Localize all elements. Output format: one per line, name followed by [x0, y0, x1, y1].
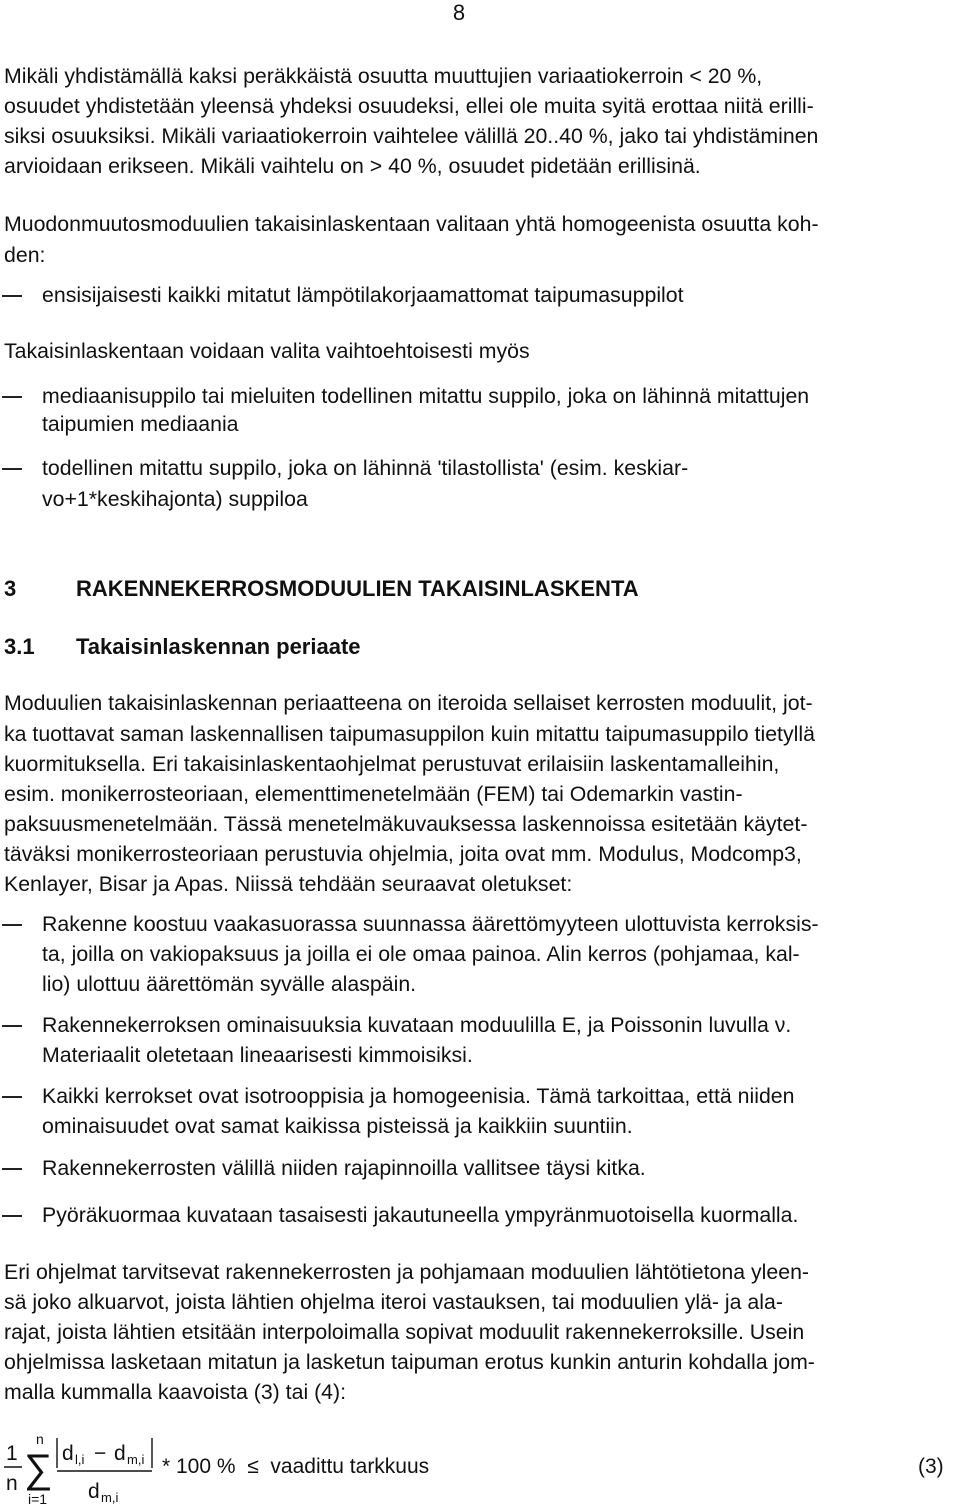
dash-bullet — [2, 1025, 22, 1027]
text-line: Muodonmuutosmoduulien takaisinlaskentaan valitaan yhtä homogeenista osuutta koh- — [4, 212, 819, 236]
formula-sum-upper: n — [36, 1431, 44, 1447]
list-item-text: ominaisuudet ovat samat kaikissa pisteissä ja kaikkiin suuntiin. — [42, 1114, 633, 1138]
text-line: osuudet yhdistetään yleensä yhdeksi osuudeksi, ellei ole muita syitä erottaa niitä erilli- — [4, 94, 814, 118]
text-line: paksuusmenetelmään. Tässä menetelmäkuvauksessa laskennoissa esitetään käytet- — [4, 812, 808, 836]
formula-minus: − — [94, 1442, 107, 1465]
dash-bullet — [2, 295, 22, 297]
formula-fraction-numerator: 1 — [6, 1442, 18, 1465]
text-line: rajat, joista lähtien etsitään interpoloimalla sopivat moduulit rakennekerroksille. Usein — [4, 1320, 805, 1344]
dash-bullet — [2, 1215, 22, 1217]
list-item-text: Rakennekerrosten välillä niiden rajapinnoilla vallitsee täysi kitka. — [42, 1156, 646, 1180]
dash-bullet — [2, 468, 22, 470]
equation-number: (3) — [918, 1455, 944, 1478]
section-heading — [4, 574, 639, 604]
subsection-heading — [4, 632, 361, 662]
list-item-text: Pyöräkuormaa kuvataan tasaisesti jakautuneella ympyränmuotoisella kuormalla. — [42, 1203, 799, 1227]
page-number: 8 — [452, 0, 466, 25]
list-item-text: taipumien mediaania — [42, 412, 239, 436]
text-line: arvioidaan erikseen. Mikäli vaihtelu on > 40 %, osuudet pidetään erillisinä. — [4, 154, 701, 178]
text-line: Kenlayer, Bisar ja Apas. Niissä tehdään seuraavat oletukset: — [4, 872, 573, 896]
list-item-text: Rakenne koostuu vaakasuorassa suunnassa äärettömyyteen ulottuvista kerroksis- — [42, 912, 819, 936]
formula-d-denominator: d — [88, 1480, 100, 1503]
list-item-text: mediaanisuppilo tai mieluiten todellinen mitattu suppilo, joka on lähinnä mitattujen — [42, 384, 810, 408]
text-line: malla kummalla kaavoista (3) tai (4): — [4, 1380, 347, 1404]
text-line: ohjelmissa lasketaan mitatun ja lasketun taipuman erotus kunkin anturin kohdalla jom- — [4, 1350, 815, 1374]
subsection-title: Takaisinlaskennan periaate — [76, 634, 361, 659]
list-item-text: ensisijaisesti kaikki mitatut lämpötilakorjaamattomat taipumasuppilot — [42, 283, 684, 307]
sigma-icon: ∑ — [24, 1447, 53, 1491]
text-line: kuormituksella. Eri takaisinlaskentaohjelmat perustuvat erilaisiin laskentamalleihin, — [4, 752, 780, 776]
text-line: Eri ohjelmat tarvitsevat rakennekerrosten ja pohjamaan moduulien lähtötietona yleen- — [4, 1260, 810, 1284]
formula-3 — [0, 1420, 960, 1510]
list-item-text: Rakennekerroksen ominaisuuksia kuvataan moduulilla E, ja Poissonin luvulla ν. — [42, 1013, 792, 1037]
formula-fraction-denominator: n — [6, 1472, 18, 1495]
formula-sub-measured: l,i — [75, 1452, 85, 1467]
list-item-text: Materiaalit oletetaan lineaarisesti kimmoisiksi. — [42, 1043, 473, 1067]
formula-sum-lower: i=1 — [28, 1491, 48, 1507]
formula-tail: * 100 % ≤ vaadittu tarkkuus — [162, 1455, 430, 1478]
list-item-text: lio) ulottuu äärettömän syvälle alaspäin. — [42, 972, 417, 996]
list-item-text: Kaikki kerrokset ovat isotrooppisia ja homogeenisia. Tämä tarkoittaa, että niiden — [42, 1084, 795, 1108]
section-number: 3 — [4, 576, 17, 601]
formula-d-measured: d — [62, 1442, 74, 1465]
list-item-text: vo+1*keskihajonta) suppiloa — [42, 487, 308, 511]
subsection-number: 3.1 — [4, 634, 35, 659]
text-line: siksi osuuksiksi. Mikäli variaatiokerroin vaihtelee välillä 20..40 %, jako tai yhdistäminen — [4, 124, 819, 148]
dash-bullet — [2, 924, 22, 926]
text-line: den: — [4, 243, 46, 267]
text-line: täväksi monikerrosteoriaan perustuvia ohjelmia, joita ovat mm. Modulus, Modcomp3, — [4, 842, 802, 866]
formula-sub-model: m,i — [127, 1452, 145, 1467]
section-title: RAKENNEKERROSMODUULIEN TAKAISINLASKENTA — [76, 576, 639, 601]
formula-d-model: d — [114, 1442, 126, 1465]
text-line: Mikäli yhdistämällä kaksi peräkkäistä osuutta muuttujien variaatiokerroin < 20 %, — [4, 64, 763, 88]
text-line: Moduulien takaisinlaskennan periaatteena on iteroida sellaiset kerrosten moduulit, jot- — [4, 691, 813, 715]
text-line: ka tuottavat saman laskennallisen taipumasuppilon kuin mitattu taipumasuppilo tietyllä — [4, 722, 815, 746]
dash-bullet — [2, 1168, 22, 1170]
text-line: esim. monikerrosteoriaan, elementtimenetelmään (FEM) tai Odemarkin vastin- — [4, 782, 743, 806]
dash-bullet — [2, 396, 22, 398]
formula-sub-denominator: m,i — [101, 1490, 119, 1505]
text-line: sä joko alkuarvot, joista lähtien ohjelma iteroi vastauksen, tai moduulien ylä- ja ala- — [4, 1290, 783, 1314]
dash-bullet — [2, 1096, 22, 1098]
list-item-text: ta, joilla on vakiopaksuus ja joilla ei ole omaa painoa. Alin kerros (pohjamaa, kal- — [42, 942, 800, 966]
alternative-intro: Takaisinlaskentaan voidaan valita vaihtoehtoisesti myös — [4, 339, 530, 363]
list-item-text: todellinen mitattu suppilo, joka on lähinnä 'tilastollista' (esim. keskiar- — [42, 456, 689, 480]
